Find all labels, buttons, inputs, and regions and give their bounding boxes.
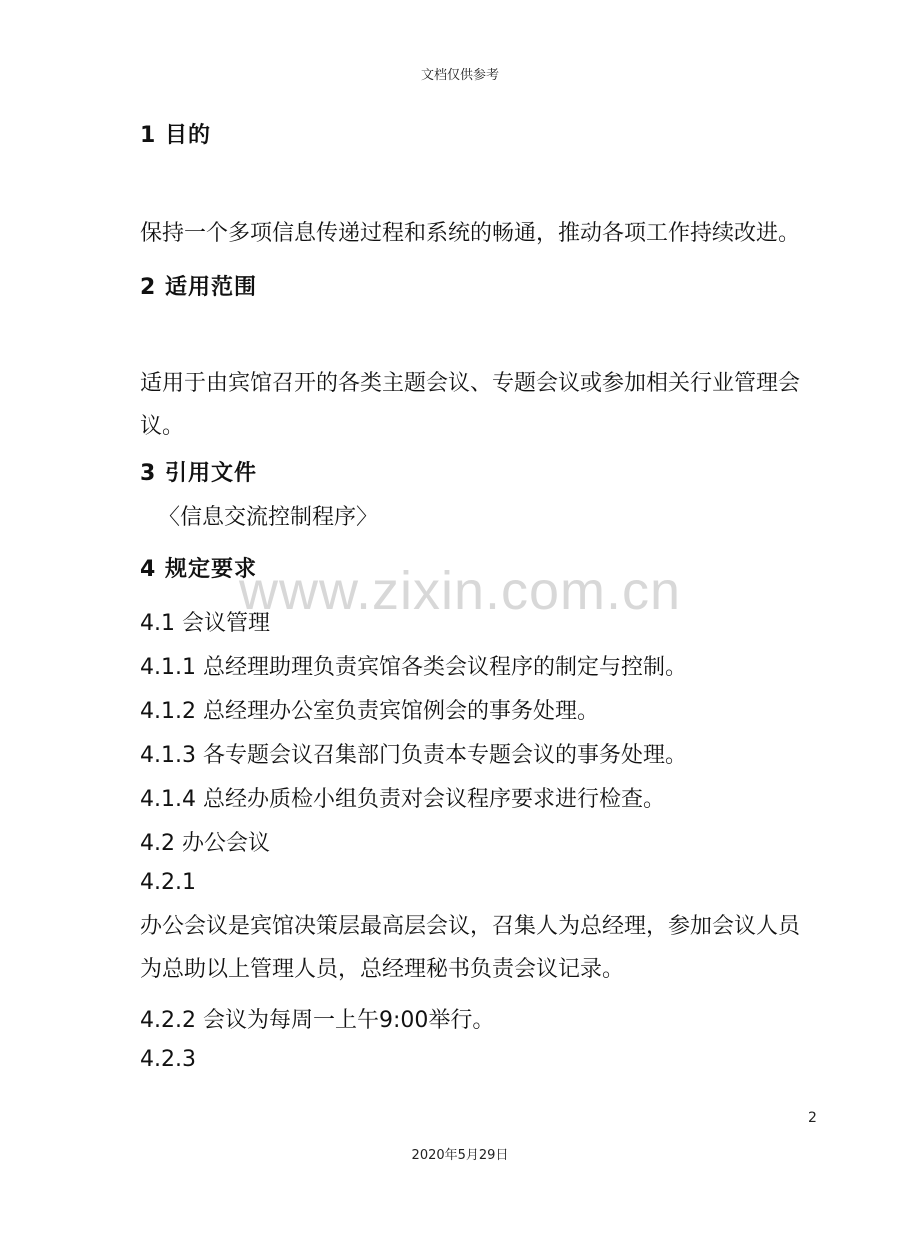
page-number: 2 [808, 1110, 817, 1126]
section-3-heading: 3 引用文件 [140, 461, 257, 486]
page-footer-date: 2020年5月29日 [411, 1148, 509, 1163]
page-header: 文档仅供参考 [420, 68, 499, 83]
section-1-heading: 1 目的 [140, 123, 211, 148]
item-4-1-2: 4.1.2 总经理办公室负责宾馆例会的事务处理。 [140, 699, 599, 724]
item-4-2-3: 4.2.3 [140, 1047, 196, 1072]
item-4-1-1: 4.1.1 总经理助理负责宾馆各类会议程序的制定与控制。 [140, 655, 687, 680]
section-3-body: 〈信息交流控制程序〉 [158, 505, 379, 530]
section-2-heading: 2 适用范围 [140, 275, 257, 300]
item-4-1-3: 4.1.3 各专题会议召集部门负责本专题会议的事务处理。 [140, 743, 687, 768]
section-1-body: 保持一个多项信息传递过程和系统的畅通，推动各项工作持续改进。 [140, 221, 801, 246]
section-2-body: 适用于由宾馆召开的各类主题会议、专题会议或参加相关行业管理会议。 [140, 371, 801, 439]
watermark: www.zixin.com.cn [238, 561, 682, 621]
item-4-1: 4.1 会议管理 [140, 611, 270, 636]
item-4-2-2: 4.2.2 会议为每周一上午9:00举行。 [140, 1008, 495, 1033]
item-4-1-4: 4.1.4 总经办质检小组负责对会议程序要求进行检查。 [140, 787, 665, 812]
section-4-heading: 4 规定要求 [140, 557, 257, 582]
item-4-2-1-body: 办公会议是宾馆决策层最高层会议，召集人为总经理，参加会议人员为总助以上管理人员，总经理秘书负责会议记录。 [140, 914, 801, 982]
item-4-2-1: 4.2.1 [140, 870, 196, 895]
item-4-2: 4.2 办公会议 [140, 831, 270, 856]
